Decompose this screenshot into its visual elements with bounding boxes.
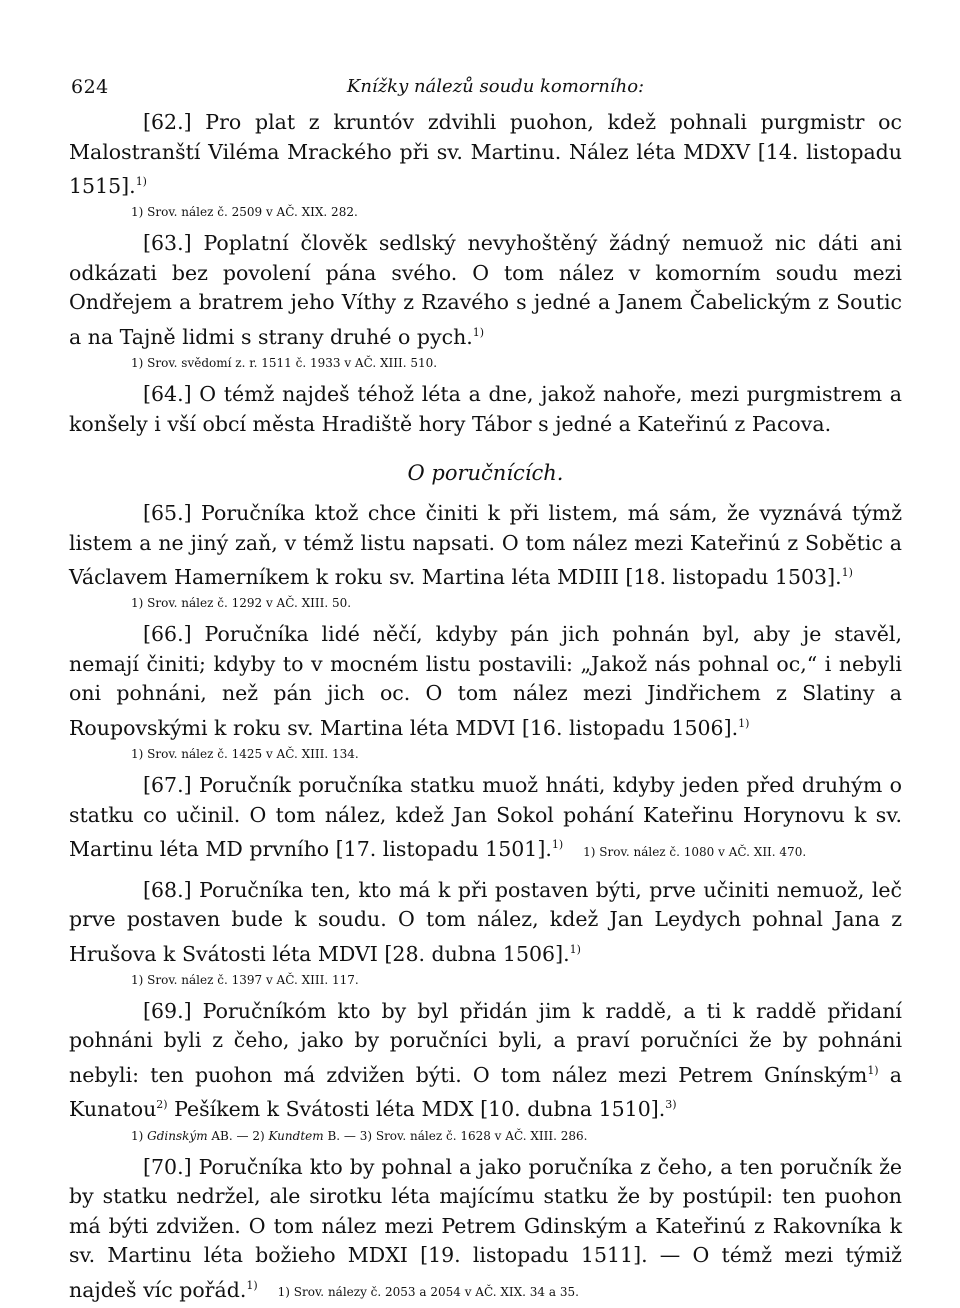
entry-65: [65.] Poručníka ktož chce činiti k při listem, má sám, že vyznává týmž listem a ne jiný zaň, v témž listu napsati. O tom nález mezi Kateřinú z Sobětic a Václavem Hamerníkem k roku sv. Martina léta MDIII [18. listopadu 1503].$^{1)}$	[69, 501, 902, 589]
entry-66: [66.] Poručníka lidé něčí, kdyby pán jich pohnán byl, aby je stavěl, nemají činiti; kdyby to v mocném listu postavili: „Jakož nás pohnal oc,“ i nebyli oni pohnáni, než pán jich oc. O tom nález mezi Jindřichem z Slatiny a Roupovskými k roku sv. Martina léta MDVI [16. listopadu 1506].$^{1)}$	[69, 622, 902, 740]
footnote-68: 1) Srov. nález č. 1397 v AČ. XIII. 117.	[131, 972, 359, 987]
footnote-66: 1) Srov. nález č. 1425 v AČ. XIII. 134.	[131, 747, 359, 762]
entry-62: [62.] Pro plat z kruntóv zdvihli puohon, kdež pohnali purgmistr oc Malostranští Viléma Mrackého při sv. Martinu. Nález léta MDXV [14. listopadu 1515].$^{1)}$	[69, 110, 902, 198]
entry-70: [70.] Poručníka kto by pohnal a jako poručníka z čeho, a ten poručník že by statku nedržel, ale sirotku léta majícímu statku že by postúpil: ten puohon má býti zdvižen. O tom nález mezi Petrem Gdinským a Kateřinú z Rakovníka k sv. Martinu léta božieho MDXI [19. listopadu 1511]. — O témž mezi týmiž najdeš víc pořád.$^{1)}$1) Srov. nálezy č. 2053 a 2054 v AČ. XIX. 34 a 35.	[69, 1154, 902, 1302]
page-header	[69, 68, 902, 108]
entry-64: [64.] O témž najdeš téhož léta a dne, jakož nahoře, mezi purgmistrem a konšely i vší obcí města Hradiště hory Tábor s jedné a Kateřinú z Pacova.	[69, 382, 902, 436]
footnote-63: 1) Srov. svědomí z. r. 1511 č. 1933 v AČ. XIII. 510.	[131, 356, 438, 371]
footnote-67: 1) Srov. nález č. 1080 v AČ. XII. 470.	[583, 845, 807, 860]
footnote-69: 1) Gdinským AB. — 2) Kundtem B. — 3) Srov. nález č. 1628 v AČ. XIII. 286.	[131, 1128, 588, 1143]
entry-63: [63.] Poplatní člověk sedlský nevyhoštěný žádný nemuož nic dáti ani odkázati bez povolení pána svého. O tom nález v komorním soudu mezi Ondřejem a bratrem jeho Víthy z Rzavého s jedné a Janem Čabelickým z Soutic a na Tajně lidmi s strany druhé o pych.$^{1)}$	[69, 231, 902, 349]
footnote-70: 1) Srov. nálezy č. 2053 a 2054 v AČ. XIX. 34 a 35.	[277, 1285, 579, 1300]
footnote-65: 1) Srov. nález č. 1292 v AČ. XIII. 50.	[131, 596, 352, 611]
entry-68: [68.] Poručníka ten, kto má k při postaven býti, prve učiniti nemuož, leč prve postaven bude k soudu. O tom nález, kdež Jan Leydych pohnal Jana z Hrušova k Svátosti léta MDVI [28. dubna 1506].$^{1)}$	[69, 877, 902, 966]
section-heading: O poručnících.	[407, 461, 564, 486]
entry-67: [67.] Poručník poručníka statku muož hnáti, kdyby jeden před druhým o statku co učinil. O tom nález, kdež Jan Sokol pohání Kateřinu Horynovu k sv. Martinu léta MD prvního [17. listopadu 1501].$^{1)}$1) Srov. nález č. 1080 v AČ. XII. 470.	[69, 773, 902, 862]
footnote-62: 1) Srov. nález č. 2509 v AČ. XIX. 282.	[131, 205, 358, 220]
running-title: Knížky nálezů soudu komorního:	[346, 76, 645, 97]
entry-69: [69.] Poručníkóm kto by byl přidán jim k raddě, a ti k raddě přidaní pohnáni byli z čeho, jako by poručníci byli, a praví poručníci že by pohnáni nebyli: ten puohon má zdvižen býti. O tom nález mezi Petrem Gnínským$^{1)}$ a Kunatou$^{2)}$ Pešíkem k Svátosti léta MDX [10. dubna 1510].$^{3)}$	[69, 998, 902, 1122]
page-number: 624	[71, 76, 109, 98]
